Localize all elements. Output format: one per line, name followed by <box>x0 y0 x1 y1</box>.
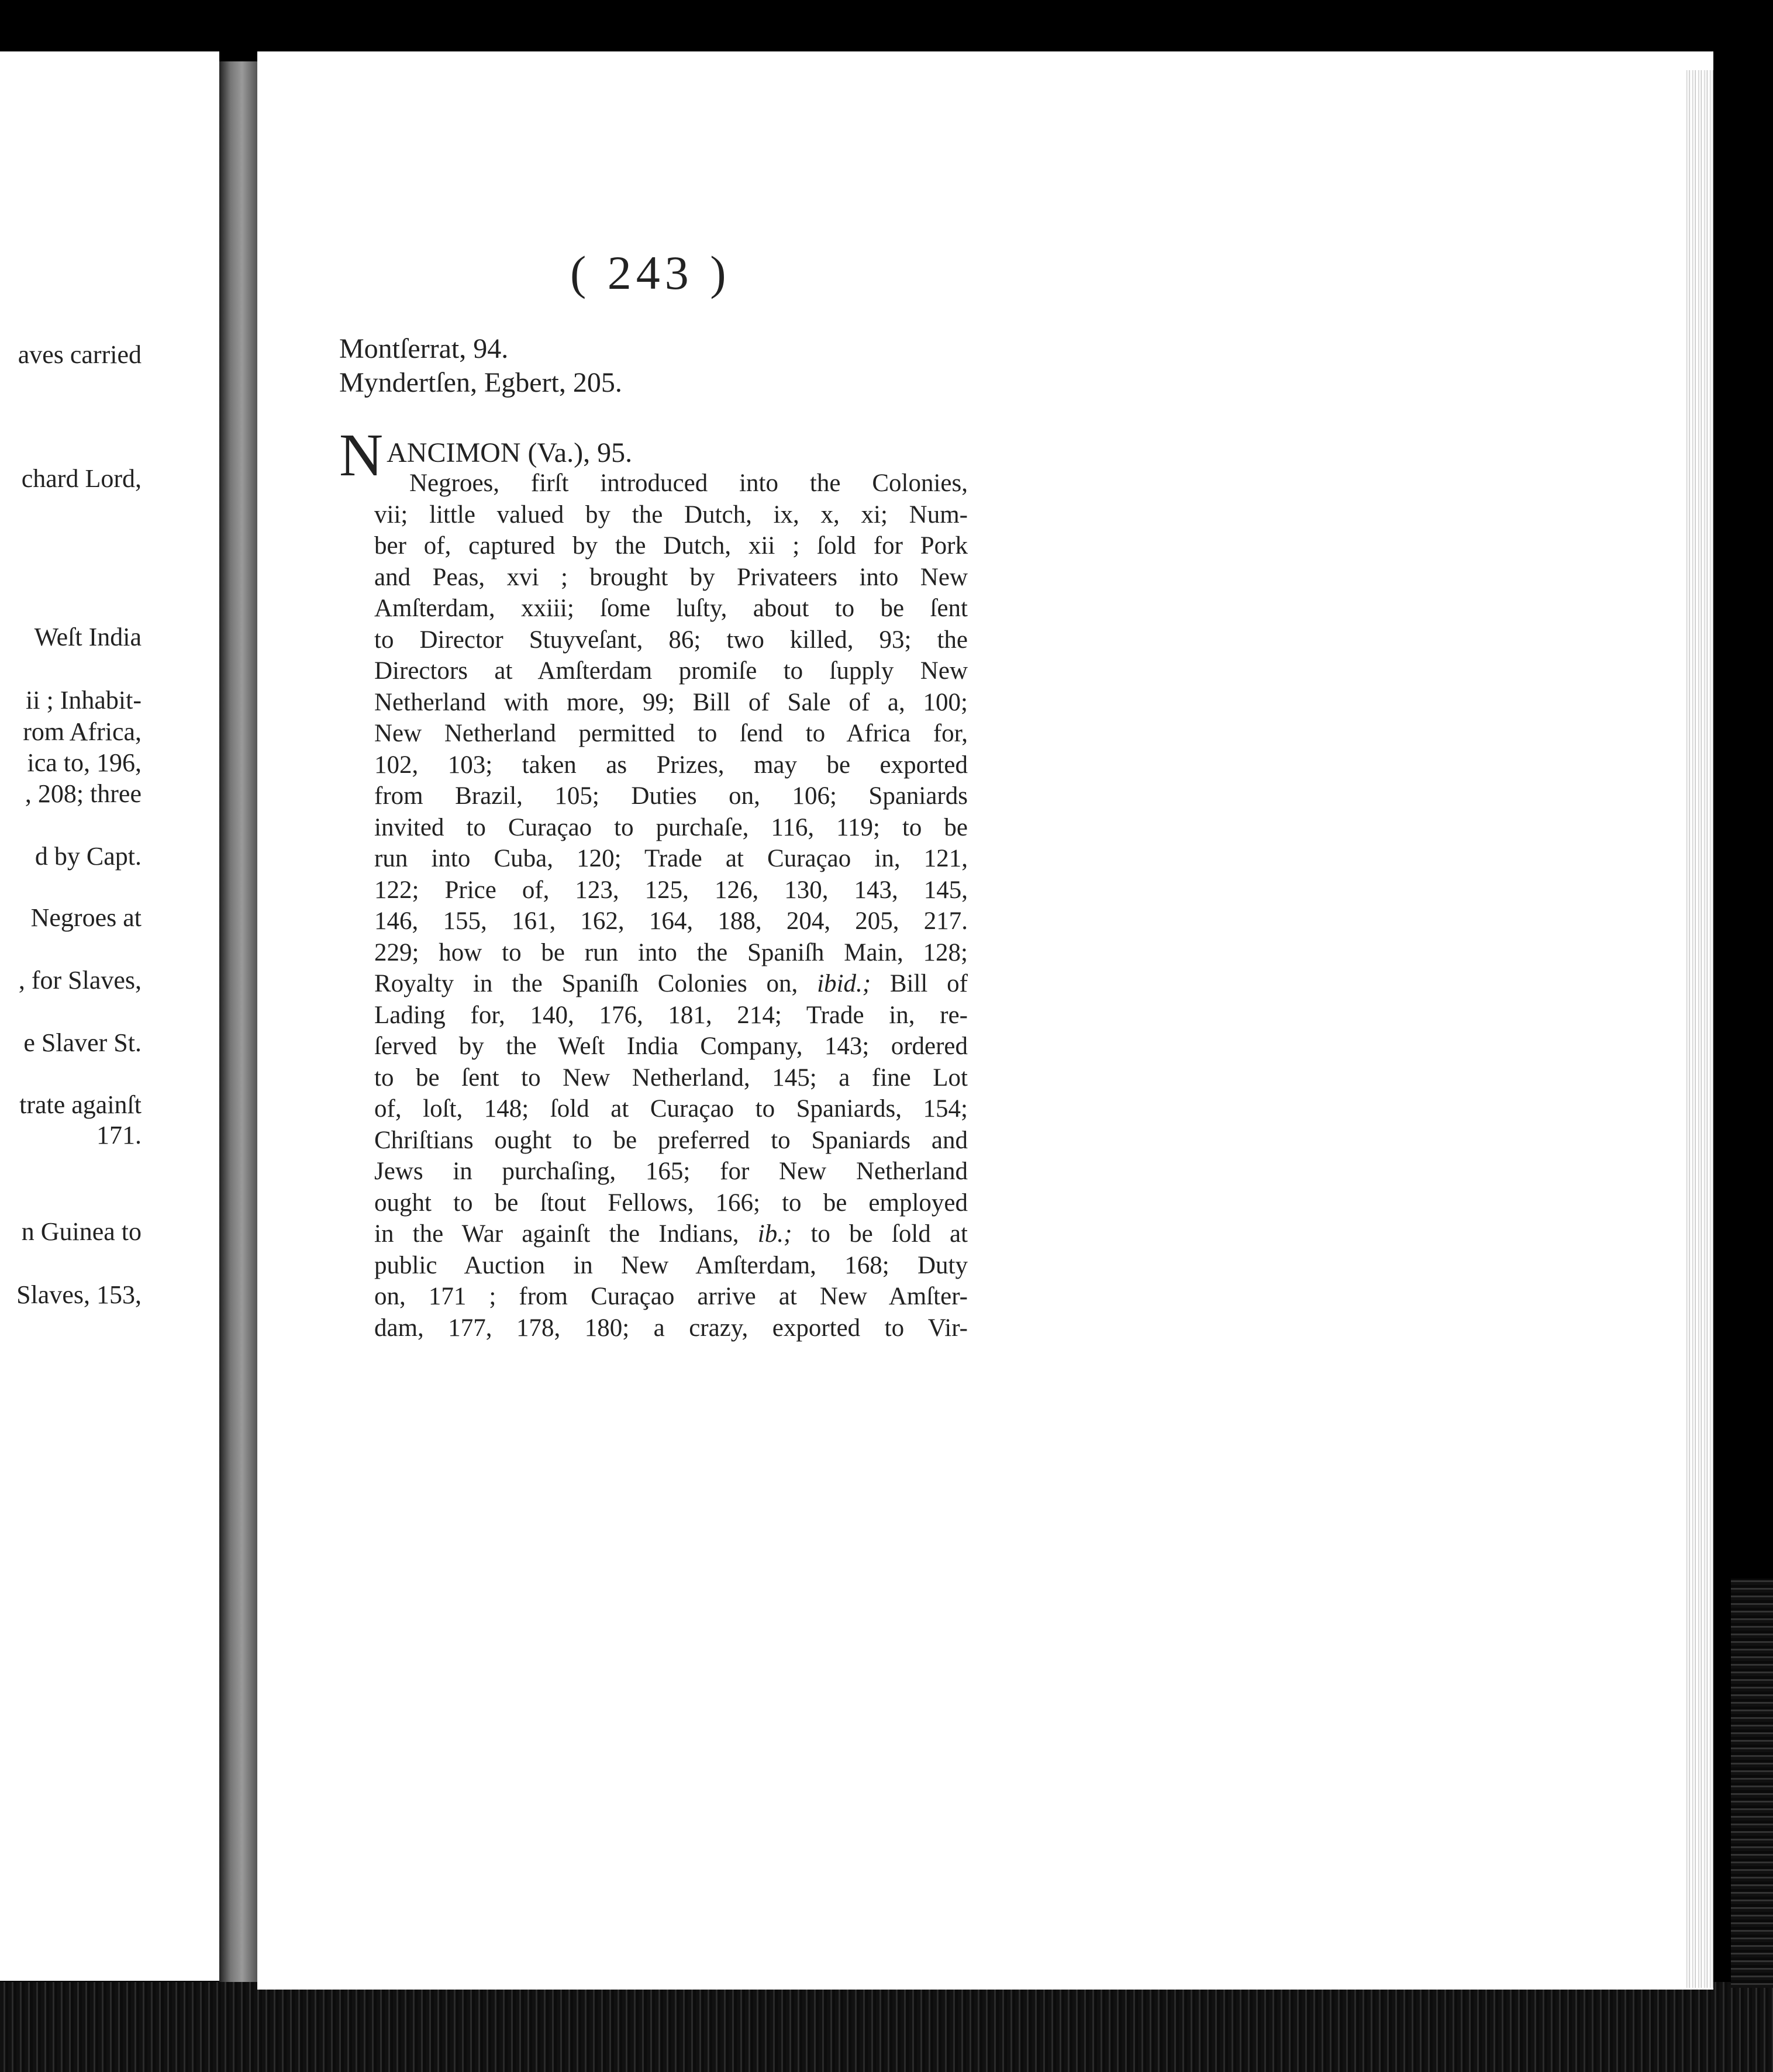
entry-line: public Auction in New Amſterdam, 168; Duty <box>374 1251 968 1279</box>
entry-line: from Brazil, 105; Duties on, 106; Spaniards <box>374 782 968 810</box>
page-number: ( 243 ) <box>570 246 731 299</box>
index-entry-myndertsen: Myndertſen, Egbert, 205. <box>339 367 622 398</box>
scanner-background-bottom <box>0 1982 1773 2072</box>
left-page-fragment: rom Africa, <box>23 717 142 746</box>
entry-line: run into Cuba, 120; Trade at Curaçao in, 121, <box>374 845 968 872</box>
drop-cap: N <box>339 422 384 489</box>
scanner-background-right <box>1731 1579 1773 1988</box>
entry-line: to Director Stuyveſant, 86; two killed, 93; the <box>374 626 968 654</box>
entry-line: invited to Curaçao to purchaſe, 116, 119; to be <box>374 813 968 841</box>
entry-line: vii; little valued by the Dutch, ix, x, xi; Num- <box>374 500 968 529</box>
entry-body <box>339 468 968 1344</box>
left-page-fragment: chard Lord, <box>21 464 142 493</box>
entry-line: to be ſent to New Netherland, 145; a fine Lot <box>374 1063 968 1092</box>
entry-line: 146, 155, 161, 162, 164, 188, 204, 205, 217. <box>374 907 968 935</box>
left-page-fragment: Slaves, 153, <box>16 1280 142 1309</box>
entry-line: ought to be ſtout Fellows, 166; to be employed <box>374 1189 968 1217</box>
index-entry-nancimon-negroes <box>339 422 968 1344</box>
page-edges <box>1684 70 1713 1988</box>
entry-line: Chriſtians ought to be preferred to Spaniards and <box>374 1126 968 1154</box>
left-page-fragment: d by Capt. <box>35 842 142 871</box>
left-page-fragment: , 208; three <box>25 779 142 808</box>
entry-line: 229; how to be run into the Spaniſh Main, 128; <box>374 938 968 966</box>
left-page-fragment: , for Slaves, <box>18 966 142 994</box>
entry-line: dam, 177, 178, 180; a crazy, exported to Vir- <box>374 1314 968 1342</box>
left-page-fragment: ii ; Inhabit- <box>26 686 142 714</box>
entry-line: on, 171 ; from Curaçao arrive at New Amſter- <box>374 1283 968 1310</box>
left-page-fragment: ica to, 196, <box>27 748 142 777</box>
book-gutter-shadow <box>219 61 257 1982</box>
left-page-fragment: aves carried <box>18 340 142 369</box>
entry-line: Negroes, firſt introduced into the Colonies, <box>409 469 968 497</box>
entry-line: Netherland with more, 99; Bill of Sale of a, 100; <box>374 688 968 716</box>
entry-line: 102, 103; taken as Prizes, may be exported <box>374 751 968 779</box>
entry-line: of, loſt, 148; ſold at Curaçao to Spaniards, 154; <box>374 1095 968 1123</box>
entry-line: Lading for, 140, 176, 181, 214; Trade in, re- <box>374 1001 968 1029</box>
left-page-fragment: n Guinea to <box>21 1217 142 1246</box>
entry-heading-text: ANCIMON (Va.), 95. <box>387 437 633 468</box>
entry-line: Directors at Amſterdam promiſe to ſupply New <box>374 657 968 685</box>
entry-line: Jews in purchaſing, 165; for New Netherland <box>374 1158 968 1185</box>
entry-line: ber of, captured by the Dutch, xii ; ſold for Pork <box>374 532 968 560</box>
index-entry-montserrat: Montſerrat, 94. <box>339 333 509 364</box>
entry-line: Royalty in the Spaniſh Colonies on, ibid.; Bill of <box>374 970 968 997</box>
entry-line: New Netherland permitted to ſend to Africa for, <box>374 720 968 747</box>
entry-line: 122; Price of, 123, 125, 126, 130, 143, 145, <box>374 876 968 904</box>
left-page-fragment: Weſt India <box>34 623 142 651</box>
entry-line: Amſterdam, xxiii; ſome luſty, about to be ſent <box>374 595 968 622</box>
left-page-fragment: 171. <box>96 1121 142 1149</box>
entry-line: and Peas, xvi ; brought by Privateers into New <box>374 563 968 591</box>
left-page-fragment: Negroes at <box>30 903 142 932</box>
left-page-fragment: trate againſt <box>19 1090 142 1119</box>
left-page-fragment: e Slaver St. <box>23 1028 142 1057</box>
entry-line: ſerved by the Weſt India Company, 143; ordered <box>374 1032 968 1060</box>
entry-line: in the War againſt the Indians, ib.; to be ſold at <box>374 1220 968 1248</box>
